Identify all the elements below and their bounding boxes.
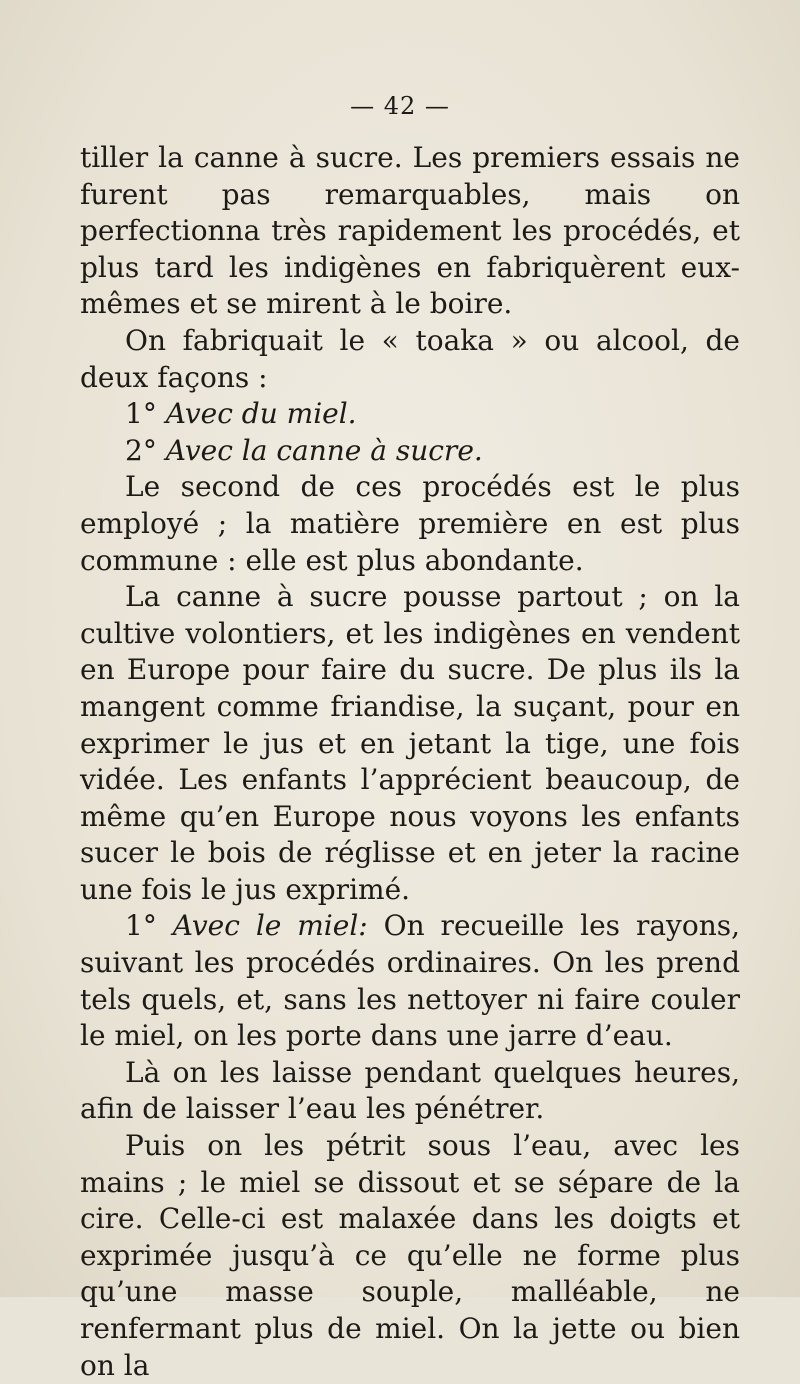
paragraph: On fabriquait le « toaka » ou alcool, de deux façons : <box>80 323 740 394</box>
page-body <box>80 140 740 1384</box>
paragraph: La canne à sucre pousse partout ; on la cultive volontiers, et les indigènes en vendent en Europe pour faire du sucre. De plus ils la mangent comme friandise, la suçant, pour en exprimer le jus et en jetant la tige, une fois vidée. Les enfants l’apprécient beaucoup, de même qu’en Europe nous voyons les enfants sucer le bois de réglisse et en jeter la racine une fois le jus exprimé. <box>80 580 740 906</box>
method-label: Avec la canne à sucre. <box>165 433 483 467</box>
page-number: — 42 — <box>350 92 450 120</box>
paragraph: Le second de ces procédés est le plus employé ; la matière première en est plus commune : elle est plus abondante. <box>80 470 740 577</box>
paragraph: Puis on les pétrit sous l’eau, avec les mains ; le miel se dissout et se sépare de la cire. Celle-ci est malaxée dans les doigts et exprimée jusqu’à ce qu’elle ne forme plus qu’une masse souple, malléable, ne renfermant plus de miel. On la jette ou bien on la <box>80 1129 740 1382</box>
paragraph: On recueille les rayons, suivant les procédés ordinaires. On les prend tels quels, et, sans les nettoyer ni faire couler le miel, on les porte dans une jarre d’eau. <box>80 909 741 1053</box>
method-paragraph <box>80 908 740 1054</box>
method-number: 1° <box>125 397 157 431</box>
method-number: 2° <box>125 433 157 467</box>
method-item <box>80 396 740 433</box>
method-number: 1° <box>125 909 157 943</box>
paragraph: tiller la canne à sucre. Les premiers essais ne furent pas remarquables, mais on perfectionna très rapidement les procédés, et plus tard les indigènes en fabriquèrent eux-mêmes et se mirent à le boire. <box>80 141 740 321</box>
method-label: Avec du miel. <box>165 397 357 431</box>
paragraph: Là on les laisse pendant quelques heures, afin de laisser l’eau les pénétrer. <box>80 1055 740 1126</box>
method-heading: Avec le miel: <box>172 909 368 943</box>
method-item <box>80 433 740 470</box>
